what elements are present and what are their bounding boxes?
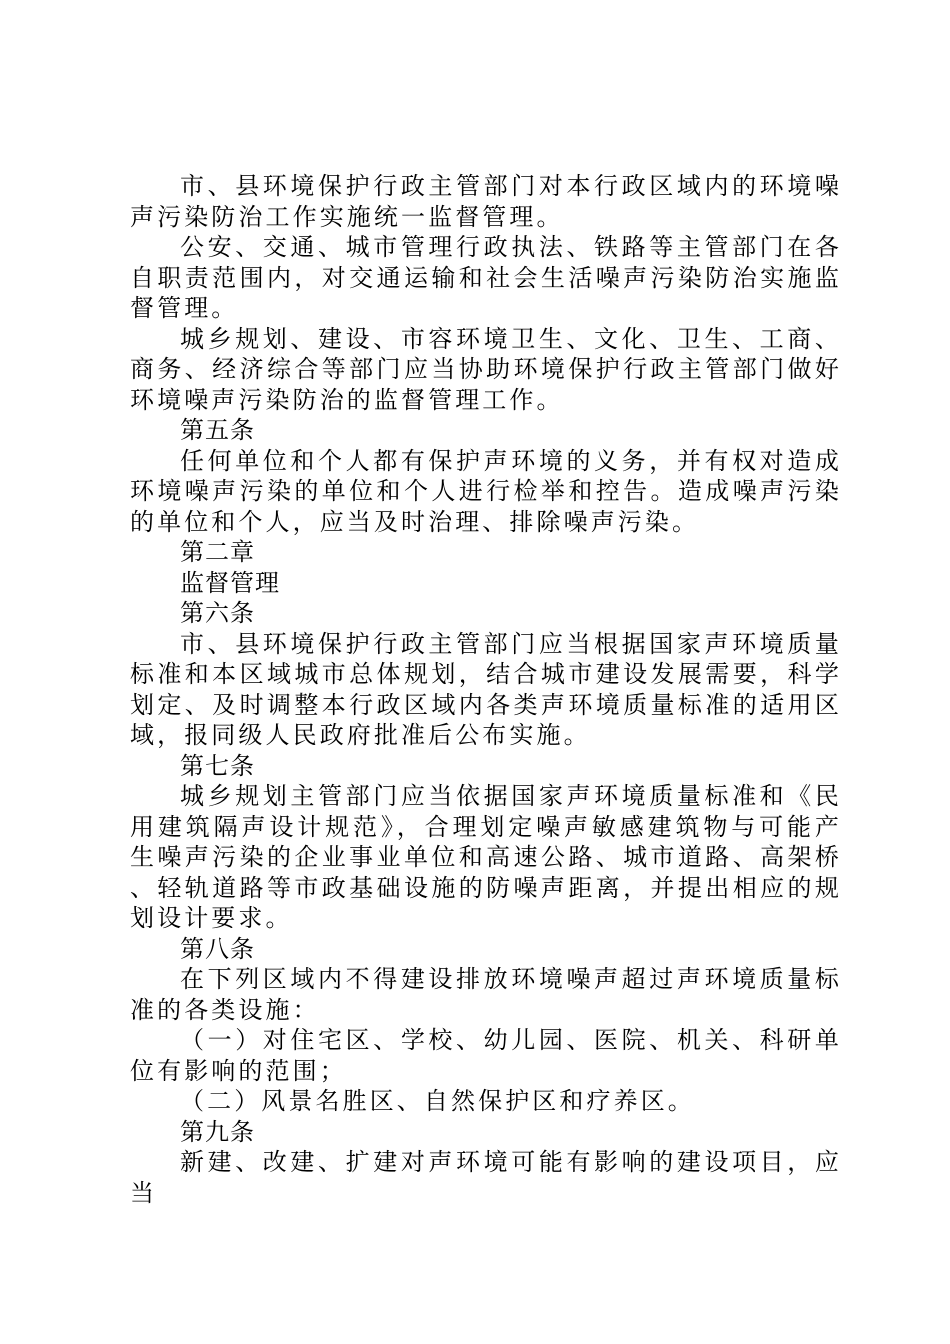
- chapter-2-heading: 第二章: [180, 538, 255, 566]
- list-item-2: （二）风景名胜区、自然保护区和疗养区。: [180, 1087, 695, 1115]
- paragraph-departments-duties: 公安、交通、城市管理行政执法、铁路等主管部门在各自职责范围内，对交通运输和社会生活噪声污染防治实施监督管理。: [130, 233, 842, 322]
- article-8-heading: 第八条: [180, 934, 255, 963]
- document-body: [130, 171, 842, 1208]
- paragraph-supervision-responsibility: 市、县环境保护行政主管部门对本行政区域内的环境噪声污染防治工作实施统一监督管理。: [130, 172, 842, 231]
- paragraph-article-8: 在下列区域内不得建设排放环境噪声超过声环境质量标准的各类设施：: [130, 965, 842, 1024]
- article-6-heading: 第六条: [180, 599, 255, 627]
- paragraph-article-9: 新建、改建、扩建对声环境可能有影响的建设项目，应当: [130, 1148, 842, 1207]
- article-5-heading: 第五条: [180, 416, 255, 444]
- list-item-1: （一）对住宅区、学校、幼儿园、医院、机关、科研单位有影响的范围；: [130, 1026, 842, 1085]
- paragraph-assisting-departments: 城乡规划、建设、市容环境卫生、文化、卫生、工商、商务、经济综合等部门应当协助环境保护行政主管部门做好环境噪声污染防治的监督管理工作。: [130, 324, 842, 414]
- article-7-heading: 第七条: [180, 751, 255, 780]
- paragraph-article-5: 任何单位和个人都有保护声环境的义务，并有权对造成环境噪声污染的单位和个人进行检举和控告。造成噪声污染的单位和个人，应当及时治理、排除噪声污染。: [130, 446, 842, 536]
- chapter-2-title: 监督管理: [180, 568, 280, 597]
- paragraph-article-7: 城乡规划主管部门应当依据国家声环境质量标准和《民用建筑隔声设计规范》，合理划定噪声敏感建筑物与可能产生噪声污染的企业事业单位和高速公路、城市道路、高架桥、轻轨道路等市政基础设施的防噪声距离，并提出相应的规划设计要求。: [130, 782, 842, 932]
- article-9-heading: 第九条: [180, 1117, 255, 1146]
- paragraph-article-6: 市、县环境保护行政主管部门应当根据国家声环境质量标准和本区域城市总体规划，结合城市建设发展需要，科学划定、及时调整本行政区域内各类声环境质量标准的适用区域，报同级人民政府批准后公布实施。: [130, 629, 842, 749]
